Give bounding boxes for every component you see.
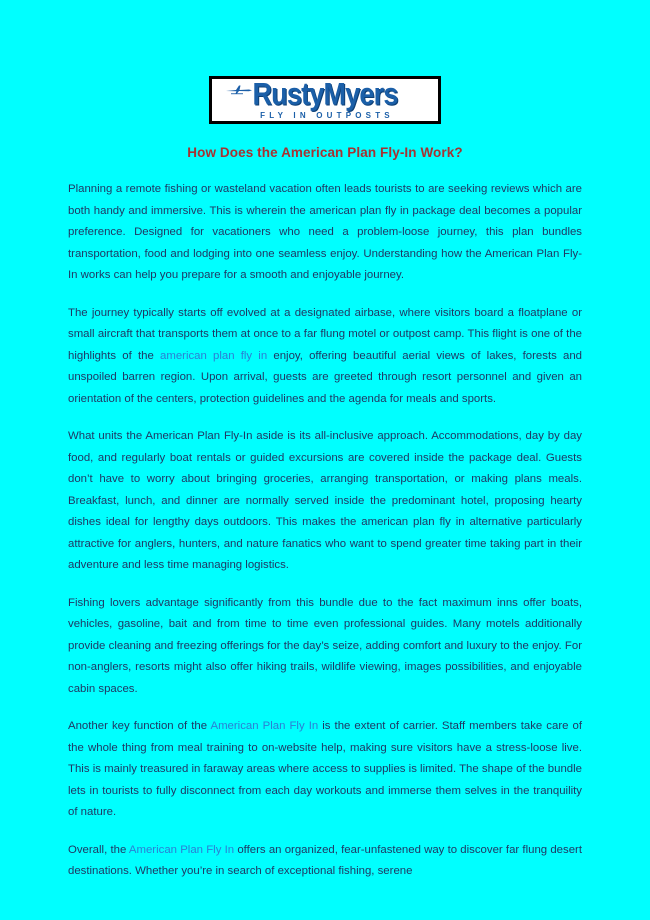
paragraph-4: Fishing lovers advantage significantly from this bundle due to the fact maximum inns offer boats, vehicles, gasoline, bait and from time to time even professional guides. Many motels additionally provide cleaning and freezing offerings for the day’s seize, adding comfort and luxury to the enjoy. For non-anglers, resorts might also offer hiking trails, wildlife viewing, images possibilities, and enjoyable cabin spaces. <box>68 596 582 695</box>
inline-link[interactable]: american plan fly in <box>160 349 268 362</box>
logo-tagline: FLY IN OUTPOSTS <box>260 111 394 120</box>
inline-link[interactable]: American Plan Fly In <box>210 720 319 732</box>
logo-wordmark <box>252 76 398 112</box>
paragraph-1: Planning a remote fishing or wasteland vacation often leads tourists to are seeking reviews which are both handy and immersive. This is wherein the american plan fly in package deal becomes a popular preference. Designed for vacationers who need a problem-loose journey, this plan bundles transportation, food and lodging into one seamless enjoy. Understanding how the American Plan Fly-In works can help you prepare for a smooth and enjoyable journey. <box>68 183 582 281</box>
logo-container <box>0 0 650 124</box>
logo-wordmark-text: RustyMyers <box>252 76 398 112</box>
inline-link[interactable]: American Plan Fly In <box>128 843 235 856</box>
article-body <box>0 179 650 883</box>
floatplane-icon <box>225 84 253 95</box>
paragraph-2: The journey typically starts off evolved at a designated airbase, where visitors board a floatplane or small aircraft that transports them at once to a far flung motel or outpost camp. This flight is one of the highlights of the american plan fly in enjoy, offering beautiful aerial views of lakes, forests and unspoiled barren region. Upon arrival, guests are greeted through resort personnel and given an orientation of the centers, protection guidelines and the agenda for meals and sports. <box>68 306 582 405</box>
paragraph-5: Another key function of the American Plan Fly In is the extent of carrier. Staff members take care of the whole thing from meal training to on-website help, making sure visitors have a stress-loose live. This is mainly treasured in faraway areas where access to supplies is limited. The shape of the bundle lets in tourists to fully disconnect from each day workouts and immerse them selves in the tranquility of nature. <box>68 720 582 818</box>
paragraph-3: What units the American Plan Fly-In aside is its all-inclusive approach. Accommodations, day by day food, and regularly boat rentals or guided excursions are covered inside the package deal. Guests don’t have to worry about bringing groceries, arranging transportation, or making plans meals. Breakfast, lunch, and dinner are normally served inside the predominant hotel, proposing hearty dishes ideal for lengthy days outdoors. This makes the american plan fly in alternative particularly attractive for anglers, hunters, and nature fanatics who want to spend greater time taking part in their adventure and less time managing logistics. <box>68 430 582 571</box>
paragraph-6: Overall, the American Plan Fly In offers an organized, fear-unfastened way to discover far flung desert destinations. Whether you’re in search of exceptional fishing, serene <box>68 843 583 877</box>
brand-logo <box>209 76 441 124</box>
page-title: How Does the American Plan Fly-In Work? <box>187 145 463 160</box>
